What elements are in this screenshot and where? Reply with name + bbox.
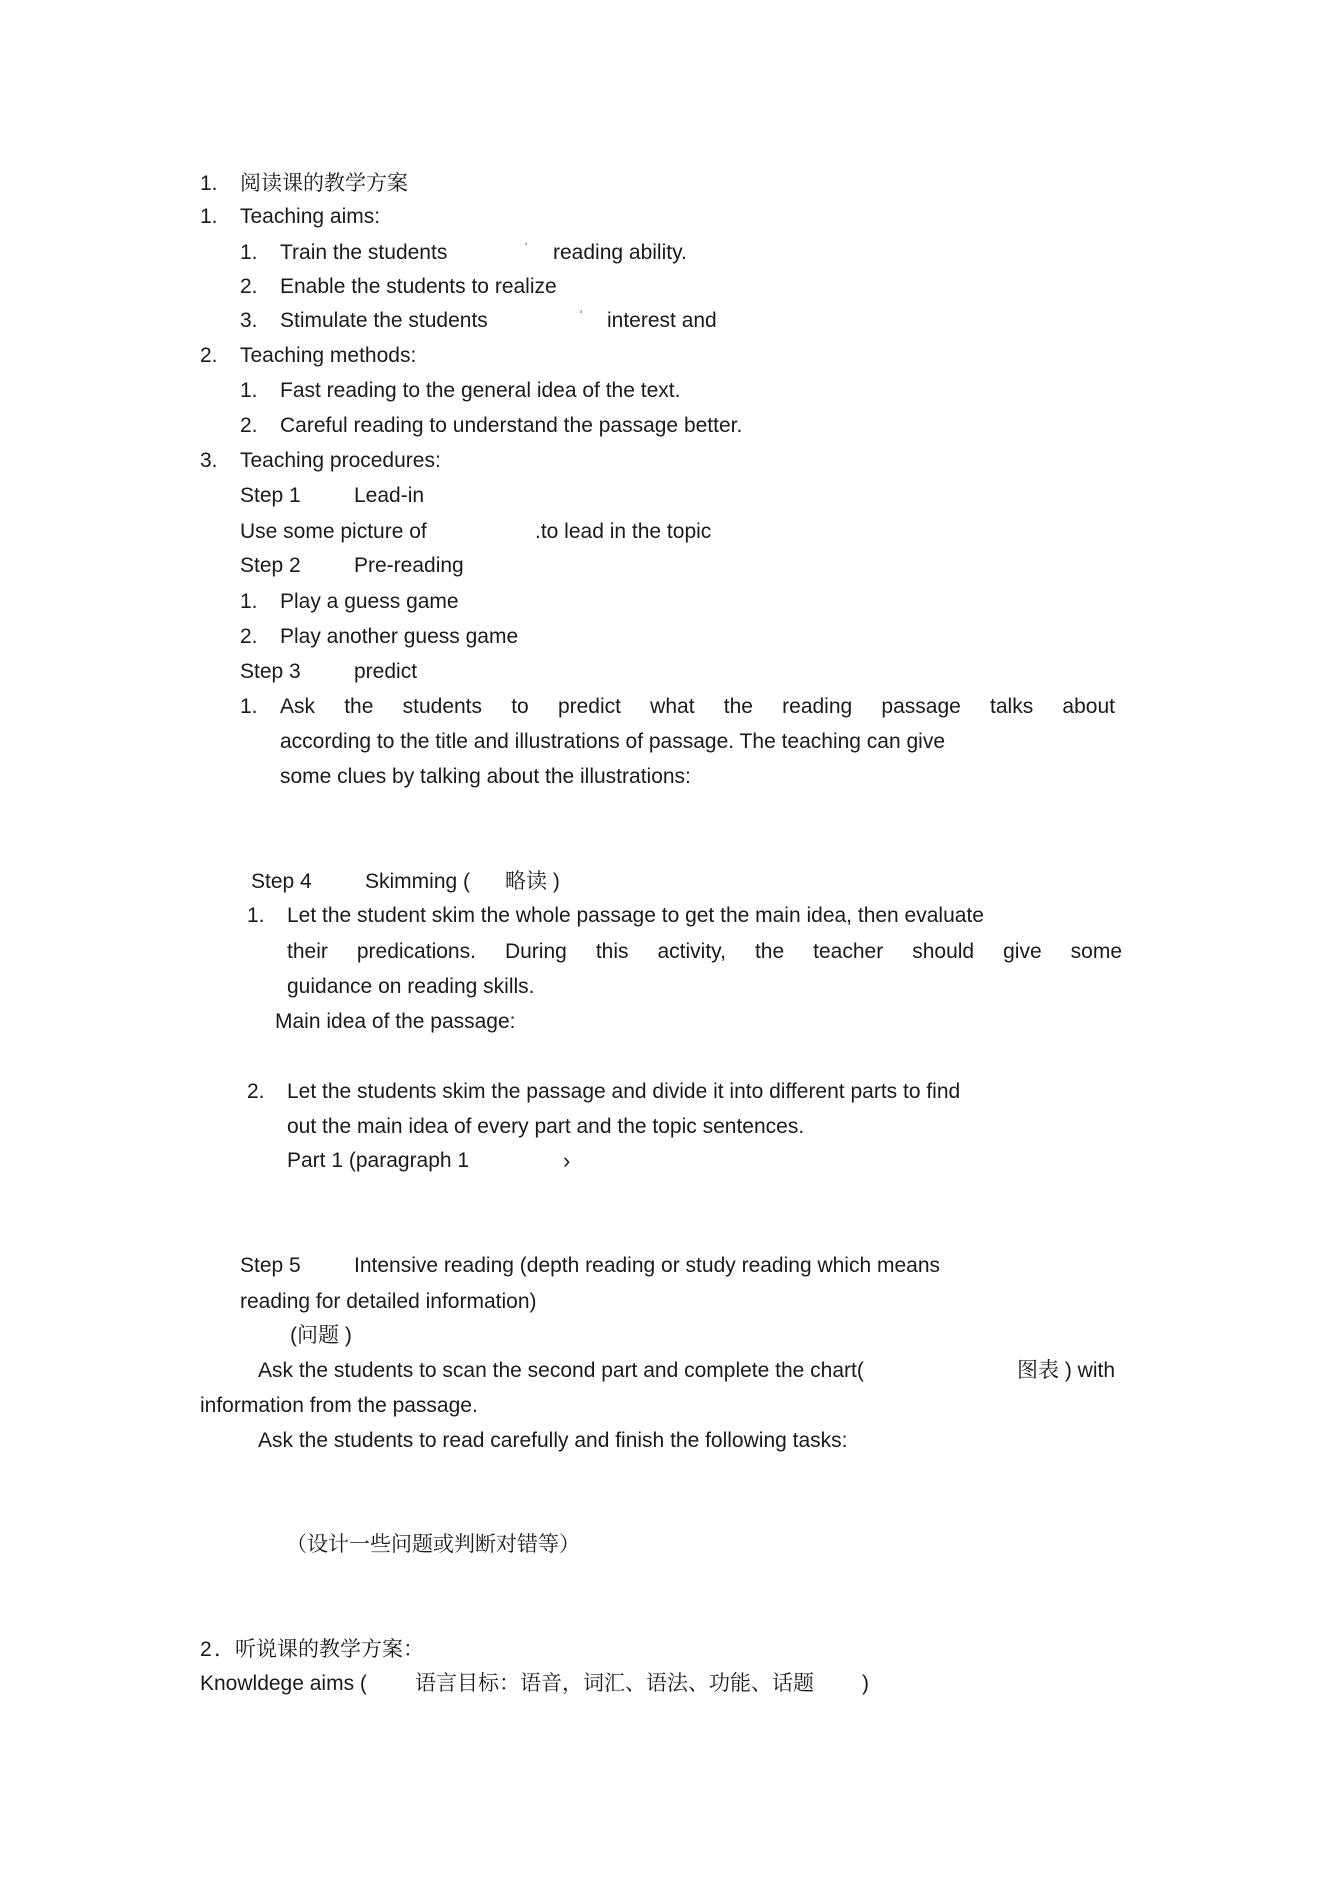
- read-instruction: Ask the students to read carefully and finish the following tasks:: [258, 1429, 848, 1452]
- step-4-item-2-line-1: Let the students skim the passage and divide it into different parts to find: [287, 1080, 961, 1103]
- step-4-item-1-line-1: Let the student skim the whole passage to get the main idea, then evaluate: [287, 904, 984, 927]
- design-note: （设计一些问题或判断对错等）: [286, 1533, 580, 1556]
- document-page: 1. 阅读课的教学方案 1. Teaching aims: 1. Train the students reading ability. 2. Enable the students to realize 3. Stimulate the students interest and 2. Teaching methods: 1. Fast reading to the general idea of the text. 2. Careful reading to understand the passage better. 3. Teaching procedures: Step 1 Lead-in Use some picture of .to lead in the topic Step 2 Pre-reading 1. Play a guess game 2. Play another guess game Step 3 predict 1. Ask the students to predict what the reading passage talks about according to the title and illustrations of passage. The teaching can give some clues by talking about the illustrations: Step 4 Skimming ( 略读 ) 1. Let the student skim the whole passage to get the main idea, then evaluate their predications. During this activity, the teacher should give some guidance on reading skills. Main idea of the passage: 2. Let the students skim the passage and divide it into different parts to find out the main idea of every part and the topic sentences. Part 1 (paragraph 1 › Step 5 Intensive reading (depth reading or study reading which means reading for detailed information) (问题 ) Ask the students to scan the second part and complete the chart( 图表 ) with information from the passage. Ask the students to read carefully and finish the following tasks: （设计一些问题或判断对错等） 2 ．听说课的教学方案： Knowldege aims ( 语言目标：语音，词汇、语法、功能、话题 ): [200, 172, 1122, 1695]
- step-4-justified-line: their predications. During this activity, the teacher should give some: [287, 940, 1122, 963]
- step-3-justified-line: Ask the students to predict what the reading passage talks about: [280, 695, 1115, 718]
- closing-paren-mark: ›: [563, 1148, 571, 1173]
- step-4-item-2-line-2: out the main idea of every part and the topic sentences.: [287, 1115, 805, 1138]
- wenti-label: (问题 ): [290, 1324, 352, 1347]
- step-4-item-1-line-3: guidance on reading skills.: [287, 975, 535, 998]
- step-5-line-2: reading for detailed information): [240, 1290, 537, 1313]
- step-3-line-3: some clues by talking about the illustrations:: [280, 765, 691, 788]
- main-idea-label: Main idea of the passage:: [275, 1010, 516, 1033]
- step-3-line-2: according to the title and illustrations of passage. The teaching can give: [280, 730, 946, 753]
- scan-instruction-cont: information from the passage.: [200, 1394, 478, 1417]
